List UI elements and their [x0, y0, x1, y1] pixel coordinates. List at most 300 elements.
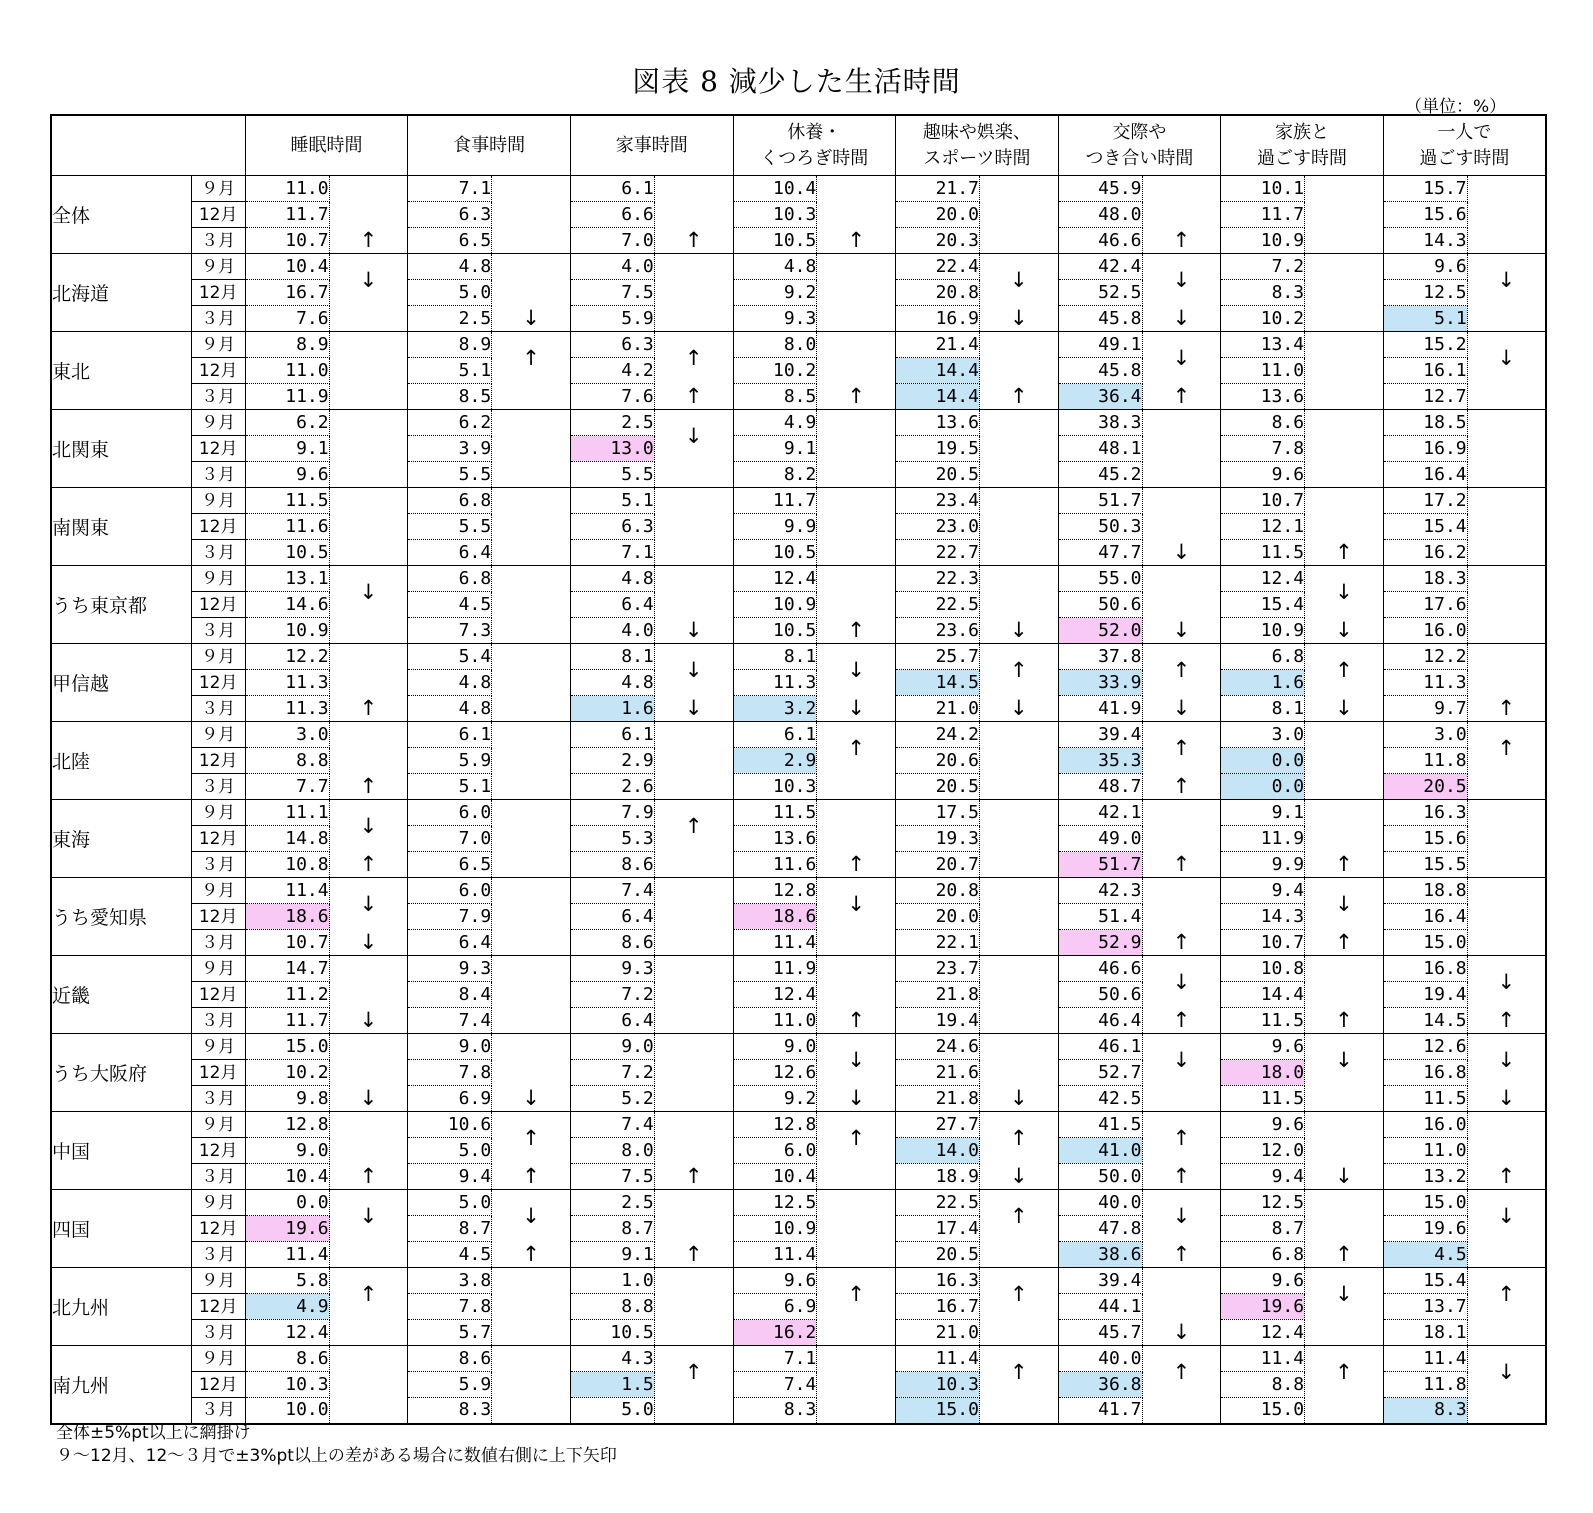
value-cell: 10.2 — [245, 1060, 329, 1086]
value-cell: 9.9 — [1221, 852, 1305, 878]
table-row — [51, 878, 1546, 904]
value-cell: 16.9 — [1383, 436, 1467, 462]
change-arrow — [654, 540, 733, 566]
value-cell: 9.0 — [570, 1034, 654, 1060]
change-arrow — [654, 1112, 733, 1164]
value-cell: 21.8 — [896, 982, 980, 1008]
value-cell: 7.6 — [570, 384, 654, 410]
value-cell: 12.6 — [1383, 1034, 1467, 1060]
table-row — [51, 1086, 1546, 1112]
change-arrow — [817, 410, 896, 462]
value-cell: 35.3 — [1058, 748, 1142, 774]
value-cell: 5.5 — [570, 462, 654, 488]
month-label: ３月 — [191, 1320, 245, 1346]
value-cell: 19.4 — [896, 1008, 980, 1034]
value-cell: 11.7 — [733, 488, 817, 514]
change-arrow: ↓ — [329, 800, 408, 852]
month-label: ９月 — [191, 332, 245, 358]
value-cell: 5.1 — [408, 358, 492, 384]
change-arrow — [1467, 1242, 1546, 1268]
change-arrow: ↑ — [817, 1008, 896, 1034]
value-cell: 7.1 — [408, 176, 492, 202]
region-label: うち東京都 — [51, 566, 191, 644]
month-label: ３月 — [191, 1398, 245, 1424]
change-arrow — [817, 566, 896, 618]
value-cell: 11.4 — [1383, 1346, 1467, 1372]
value-cell: 23.4 — [896, 488, 980, 514]
change-arrow: ↑ — [1467, 1268, 1546, 1320]
change-arrow: ↓ — [492, 306, 571, 332]
change-arrow — [979, 332, 1058, 384]
change-arrow — [492, 774, 571, 800]
change-arrow: ↓ — [1142, 1034, 1221, 1086]
value-cell: 13.2 — [1383, 1164, 1467, 1190]
change-arrow — [1305, 1398, 1384, 1424]
col-header-meal: 食事時間 — [408, 115, 571, 176]
change-arrow: ↓ — [1142, 956, 1221, 1008]
value-cell: 5.3 — [570, 826, 654, 852]
change-arrow — [1305, 306, 1384, 332]
change-arrow: ↑ — [1305, 644, 1384, 696]
change-arrow — [979, 410, 1058, 462]
change-arrow — [329, 1112, 408, 1164]
table-row — [51, 566, 1546, 592]
value-cell: 20.7 — [896, 852, 980, 878]
change-arrow: ↓ — [1305, 696, 1384, 722]
value-cell: 13.7 — [1383, 1294, 1467, 1320]
change-arrow: ↓ — [1467, 254, 1546, 306]
value-cell: 49.1 — [1058, 332, 1142, 358]
change-arrow — [1467, 488, 1546, 540]
value-cell: 7.8 — [408, 1294, 492, 1320]
value-cell: 11.9 — [733, 956, 817, 982]
value-cell: 47.7 — [1058, 540, 1142, 566]
value-cell: 22.5 — [896, 592, 980, 618]
change-arrow — [329, 722, 408, 774]
value-cell: 22.1 — [896, 930, 980, 956]
value-cell: 9.6 — [1221, 1112, 1305, 1138]
change-arrow — [329, 306, 408, 332]
change-arrow — [1142, 1398, 1221, 1424]
month-label: ９月 — [191, 878, 245, 904]
change-arrow — [1142, 800, 1221, 852]
change-arrow: ↑ — [1305, 540, 1384, 566]
month-label: ９月 — [191, 254, 245, 280]
change-arrow: ↑ — [817, 618, 896, 644]
value-cell: 4.8 — [408, 696, 492, 722]
value-cell: 4.5 — [408, 592, 492, 618]
change-arrow: ↓ — [1467, 1034, 1546, 1086]
change-arrow — [979, 566, 1058, 618]
value-cell: 20.5 — [896, 774, 980, 800]
change-arrow — [329, 1242, 408, 1268]
change-arrow — [492, 462, 571, 488]
month-label: ９月 — [191, 488, 245, 514]
change-arrow — [1305, 1190, 1384, 1242]
value-cell: 8.5 — [733, 384, 817, 410]
change-arrow — [1142, 176, 1221, 228]
value-cell: 15.0 — [245, 1034, 329, 1060]
change-arrow — [817, 176, 896, 228]
change-arrow — [1305, 384, 1384, 410]
change-arrow — [817, 930, 896, 956]
change-arrow — [817, 254, 896, 306]
change-arrow: ↓ — [1305, 878, 1384, 930]
value-cell: 10.9 — [733, 592, 817, 618]
value-cell: 20.0 — [896, 202, 980, 228]
value-cell: 6.8 — [1221, 1242, 1305, 1268]
value-cell: 9.1 — [733, 436, 817, 462]
month-label: ９月 — [191, 176, 245, 202]
change-arrow — [654, 956, 733, 1008]
change-arrow: ↓ — [817, 696, 896, 722]
value-cell: 11.6 — [245, 514, 329, 540]
value-cell: 19.4 — [1383, 982, 1467, 1008]
month-label: ９月 — [191, 1112, 245, 1138]
region-label: 北海道 — [51, 254, 191, 332]
month-label: 12月 — [191, 1138, 245, 1164]
value-cell: 8.6 — [408, 1346, 492, 1372]
value-cell: 23.0 — [896, 514, 980, 540]
value-cell: 10.4 — [245, 1164, 329, 1190]
header-row — [51, 115, 1546, 176]
value-cell: 10.8 — [1221, 956, 1305, 982]
change-arrow — [979, 956, 1058, 1008]
change-arrow: ↓ — [979, 306, 1058, 332]
change-arrow: ↑ — [979, 1190, 1058, 1242]
table-row — [51, 306, 1546, 332]
value-cell: 11.0 — [733, 1008, 817, 1034]
change-arrow: ↑ — [329, 228, 408, 254]
region-label: 東北 — [51, 332, 191, 410]
region-label: 四国 — [51, 1190, 191, 1268]
month-label: 12月 — [191, 1372, 245, 1398]
value-cell: 11.1 — [245, 800, 329, 826]
value-cell: 6.0 — [408, 878, 492, 904]
change-arrow: ↑ — [654, 332, 733, 384]
region-label: 北九州 — [51, 1268, 191, 1346]
value-cell: 12.4 — [245, 1320, 329, 1346]
region-label: 東海 — [51, 800, 191, 878]
change-arrow — [1142, 488, 1221, 540]
value-cell: 8.7 — [1221, 1216, 1305, 1242]
value-cell: 16.8 — [1383, 1060, 1467, 1086]
value-cell: 50.6 — [1058, 982, 1142, 1008]
value-cell: 7.8 — [1221, 436, 1305, 462]
value-cell: 39.4 — [1058, 1268, 1142, 1294]
change-arrow — [329, 644, 408, 696]
value-cell: 14.4 — [896, 358, 980, 384]
value-cell: 18.6 — [733, 904, 817, 930]
change-arrow — [1467, 228, 1546, 254]
value-cell: 8.9 — [408, 332, 492, 358]
corner-cell — [51, 115, 245, 176]
value-cell: 4.5 — [408, 1242, 492, 1268]
value-cell: 25.7 — [896, 644, 980, 670]
region-label: うち愛知県 — [51, 878, 191, 956]
change-arrow: ↓ — [492, 1190, 571, 1242]
table-row — [51, 1034, 1546, 1060]
month-label: ３月 — [191, 1008, 245, 1034]
value-cell: 12.2 — [1383, 644, 1467, 670]
change-arrow: ↑ — [1142, 384, 1221, 410]
value-cell: 14.7 — [245, 956, 329, 982]
change-arrow — [817, 462, 896, 488]
value-cell: 10.5 — [245, 540, 329, 566]
value-cell: 14.4 — [1221, 982, 1305, 1008]
value-cell: 4.8 — [408, 254, 492, 280]
change-arrow — [492, 930, 571, 956]
change-arrow — [654, 878, 733, 930]
value-cell: 13.6 — [733, 826, 817, 852]
value-cell: 22.5 — [896, 1190, 980, 1216]
value-cell: 11.7 — [245, 202, 329, 228]
change-arrow: ↓ — [329, 1190, 408, 1242]
value-cell: 38.3 — [1058, 410, 1142, 436]
change-arrow: ↓ — [1305, 1268, 1384, 1320]
month-label: ３月 — [191, 1242, 245, 1268]
value-cell: 46.4 — [1058, 1008, 1142, 1034]
change-arrow — [979, 774, 1058, 800]
change-arrow: ↑ — [654, 1164, 733, 1190]
change-arrow — [979, 722, 1058, 774]
value-cell: 42.4 — [1058, 254, 1142, 280]
value-cell: 40.0 — [1058, 1190, 1142, 1216]
value-cell: 18.3 — [1383, 566, 1467, 592]
value-cell: 42.3 — [1058, 878, 1142, 904]
change-arrow — [654, 852, 733, 878]
change-arrow — [654, 1268, 733, 1320]
change-arrow — [979, 228, 1058, 254]
value-cell: 7.7 — [245, 774, 329, 800]
change-arrow: ↑ — [654, 1346, 733, 1398]
change-arrow — [654, 462, 733, 488]
value-cell: 9.4 — [1221, 878, 1305, 904]
value-cell: 9.6 — [733, 1268, 817, 1294]
table-row — [51, 618, 1546, 644]
value-cell: 1.6 — [1221, 670, 1305, 696]
change-arrow: ↑ — [492, 1164, 571, 1190]
table-row — [51, 254, 1546, 280]
value-cell: 5.1 — [408, 774, 492, 800]
change-arrow — [979, 878, 1058, 930]
value-cell: 45.2 — [1058, 462, 1142, 488]
value-cell: 11.5 — [733, 800, 817, 826]
change-arrow: ↑ — [979, 1346, 1058, 1398]
value-cell: 9.2 — [733, 1086, 817, 1112]
change-arrow — [1142, 878, 1221, 930]
table-row — [51, 1320, 1546, 1346]
change-arrow — [817, 1190, 896, 1242]
region-label: 中国 — [51, 1112, 191, 1190]
value-cell: 52.9 — [1058, 930, 1142, 956]
value-cell: 8.1 — [733, 644, 817, 670]
value-cell: 15.7 — [1383, 176, 1467, 202]
value-cell: 14.0 — [896, 1138, 980, 1164]
value-cell: 10.4 — [245, 254, 329, 280]
value-cell: 15.5 — [1383, 852, 1467, 878]
value-cell: 41.5 — [1058, 1112, 1142, 1138]
value-cell: 10.9 — [733, 1216, 817, 1242]
value-cell: 10.0 — [245, 1398, 329, 1424]
change-arrow — [329, 1320, 408, 1346]
value-cell: 4.8 — [408, 670, 492, 696]
value-cell: 6.5 — [408, 852, 492, 878]
value-cell: 16.1 — [1383, 358, 1467, 384]
value-cell: 38.6 — [1058, 1242, 1142, 1268]
change-arrow — [329, 956, 408, 1008]
value-cell: 5.0 — [408, 1190, 492, 1216]
change-arrow — [817, 1398, 896, 1424]
change-arrow — [654, 1190, 733, 1242]
value-cell: 13.0 — [570, 436, 654, 462]
change-arrow — [654, 1008, 733, 1034]
value-cell: 2.5 — [570, 1190, 654, 1216]
month-label: 12月 — [191, 826, 245, 852]
value-cell: 47.8 — [1058, 1216, 1142, 1242]
value-cell: 15.6 — [1383, 826, 1467, 852]
value-cell: 10.7 — [245, 930, 329, 956]
change-arrow — [492, 852, 571, 878]
value-cell: 5.0 — [570, 1398, 654, 1424]
month-label: ３月 — [191, 1086, 245, 1112]
value-cell: 6.4 — [570, 904, 654, 930]
change-arrow — [817, 800, 896, 852]
change-arrow — [492, 1320, 571, 1346]
month-label: 12月 — [191, 904, 245, 930]
value-cell: 10.6 — [408, 1112, 492, 1138]
value-cell: 12.8 — [733, 1112, 817, 1138]
value-cell: 6.4 — [408, 540, 492, 566]
value-cell: 45.7 — [1058, 1320, 1142, 1346]
change-arrow: ↑ — [817, 1112, 896, 1164]
change-arrow: ↓ — [1142, 1320, 1221, 1346]
col-header-rest: 休養・ くつろぎ時間 — [733, 115, 896, 176]
value-cell: 9.6 — [245, 462, 329, 488]
note-highlight: 全体±5%pt以上に網掛け — [56, 1423, 251, 1443]
value-cell: 15.4 — [1383, 1268, 1467, 1294]
change-arrow: ↑ — [979, 384, 1058, 410]
value-cell: 51.7 — [1058, 852, 1142, 878]
month-label: ９月 — [191, 566, 245, 592]
month-label: ９月 — [191, 410, 245, 436]
value-cell: 11.2 — [245, 982, 329, 1008]
month-label: 12月 — [191, 436, 245, 462]
value-cell: 50.0 — [1058, 1164, 1142, 1190]
change-arrow: ↓ — [1142, 254, 1221, 306]
change-arrow — [1467, 306, 1546, 332]
value-cell: 11.3 — [245, 696, 329, 722]
value-cell: 9.0 — [245, 1138, 329, 1164]
value-cell: 42.1 — [1058, 800, 1142, 826]
change-arrow — [492, 228, 571, 254]
value-cell: 4.9 — [733, 410, 817, 436]
change-arrow — [654, 930, 733, 956]
value-cell: 9.3 — [733, 306, 817, 332]
value-cell: 12.6 — [733, 1060, 817, 1086]
value-cell: 12.8 — [733, 878, 817, 904]
change-arrow: ↓ — [654, 618, 733, 644]
change-arrow — [979, 852, 1058, 878]
value-cell: 6.3 — [408, 202, 492, 228]
value-cell: 4.3 — [570, 1346, 654, 1372]
table-row — [51, 1346, 1546, 1372]
value-cell: 16.3 — [1383, 800, 1467, 826]
value-cell: 3.0 — [1383, 722, 1467, 748]
change-arrow: ↓ — [1467, 1086, 1546, 1112]
value-cell: 9.2 — [733, 280, 817, 306]
value-cell: 7.1 — [570, 540, 654, 566]
value-cell: 12.4 — [1221, 566, 1305, 592]
value-cell: 10.3 — [733, 774, 817, 800]
value-cell: 17.5 — [896, 800, 980, 826]
value-cell: 8.0 — [733, 332, 817, 358]
table-row — [51, 696, 1546, 722]
change-arrow: ↑ — [1467, 722, 1546, 774]
value-cell: 4.8 — [570, 566, 654, 592]
change-arrow: ↓ — [1142, 1190, 1221, 1242]
change-arrow: ↑ — [329, 774, 408, 800]
change-arrow — [979, 540, 1058, 566]
change-arrow: ↓ — [1142, 306, 1221, 332]
value-cell: 9.9 — [733, 514, 817, 540]
change-arrow: ↑ — [654, 800, 733, 852]
value-cell: 9.6 — [1221, 1034, 1305, 1060]
month-label: ３月 — [191, 228, 245, 254]
value-cell: 18.1 — [1383, 1320, 1467, 1346]
value-cell: 9.3 — [408, 956, 492, 982]
change-arrow: ↑ — [1467, 1008, 1546, 1034]
value-cell: 17.6 — [1383, 592, 1467, 618]
change-arrow: ↑ — [1142, 852, 1221, 878]
value-cell: 8.1 — [1221, 696, 1305, 722]
value-cell: 3.0 — [1221, 722, 1305, 748]
value-cell: 9.3 — [570, 956, 654, 982]
value-cell: 13.6 — [1221, 384, 1305, 410]
value-cell: 4.8 — [570, 670, 654, 696]
value-cell: 7.8 — [408, 1060, 492, 1086]
value-cell: 46.1 — [1058, 1034, 1142, 1060]
value-cell: 15.0 — [1383, 1190, 1467, 1216]
value-cell: 10.2 — [1221, 306, 1305, 332]
value-cell: 16.8 — [1383, 956, 1467, 982]
change-arrow: ↑ — [1467, 696, 1546, 722]
value-cell: 7.2 — [570, 1060, 654, 1086]
value-cell: 8.1 — [570, 644, 654, 670]
value-cell: 11.0 — [1383, 1138, 1467, 1164]
value-cell: 5.4 — [408, 644, 492, 670]
value-cell: 21.8 — [896, 1086, 980, 1112]
value-cell: 7.5 — [570, 280, 654, 306]
value-cell: 18.5 — [1383, 410, 1467, 436]
change-arrow — [817, 306, 896, 332]
change-arrow — [492, 956, 571, 1008]
value-cell: 4.0 — [570, 618, 654, 644]
value-cell: 55.0 — [1058, 566, 1142, 592]
value-cell: 8.6 — [245, 1346, 329, 1372]
change-arrow: ↑ — [1142, 1242, 1221, 1268]
change-arrow: ↑ — [817, 384, 896, 410]
change-arrow: ↓ — [329, 566, 408, 618]
value-cell: 1.5 — [570, 1372, 654, 1398]
value-cell: 1.6 — [570, 696, 654, 722]
change-arrow: ↑ — [329, 696, 408, 722]
value-cell: 8.6 — [570, 930, 654, 956]
change-arrow: ↑ — [1467, 1164, 1546, 1190]
change-arrow: ↑ — [1142, 228, 1221, 254]
value-cell: 5.0 — [408, 280, 492, 306]
change-arrow: ↓ — [654, 696, 733, 722]
